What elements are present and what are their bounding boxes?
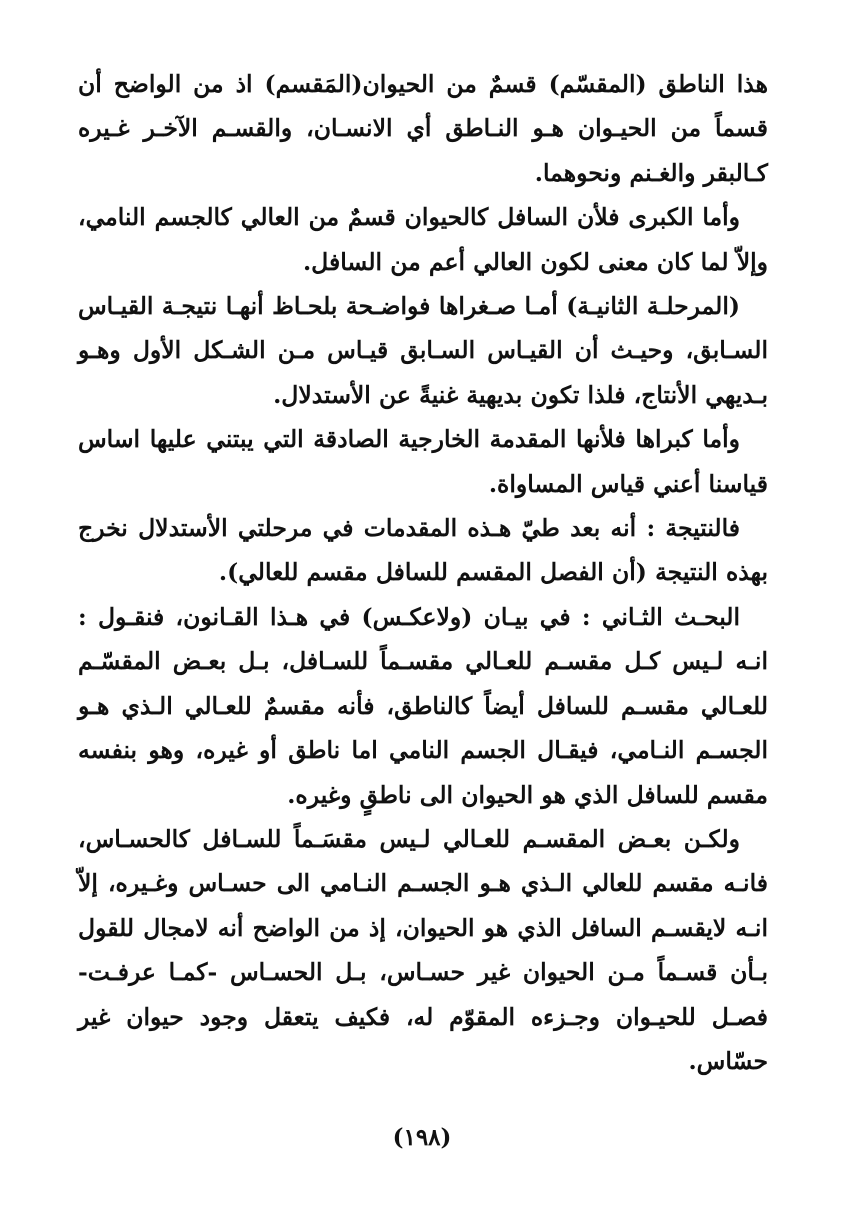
page-body [78,62,768,1083]
paragraph-1: هذا الناطق (المقسّم) قسمٌ من الحيوان(المَقسم) اذ من الواضح أن قسماً من الحيـوان هـو النـاطق أي الانسـان، والقسـم الآخـر غـيره كـالبقر والغـنم ونحوهما. [78,70,768,187]
paragraph-2: وأما الكبرى فلأن السافل كالحيوان قسمٌ من العالي كالجسم النامي، وإلاّ لما كان معنى لكون العالي أعم من السافل. [78,203,768,276]
paragraph-5: فالنتيجة : أنه بعد طيّ هـذه المقدمات في مرحلتي الأستدلال نخرج بهذه النتيجة (أن الفصل المقسم للسافل مقسم للعالي). [78,514,768,587]
paragraph-7: ولكـن بعـض المقسـم للعـالي لـيس مقسَـماً للسـافل كالحسـاس، فانـه مقسم للعالي الـذي هـو الجسـم النـامي الى حسـاس وغـيره، إلاّ انـه لايقسـم السافل الذي هو الحيوان، إذ من الواضح أنه لامجال للقول بـأن قسـماً مـن الحيوان غير حسـاس، بـل الحسـاس -كمـا عرفـت- فصـل للحيـوان وجـزءه المقوّم له، فكيف يتعقل وجود حيوان غير حسّاس. [78,824,768,1075]
paragraph-6: البحـث الثـاني : في بيـان (ولاعكـس) في هـذا القـانون، فنقـول : انـه لـيس كـل مقسـم للعـالي مقسـماً للسـافل، بـل بعـض المقسّـم للعـالي مقسـم للسافل أيضاً كالناطق، فأنه مقسمٌ للعـالي الـذي هـو الجسـم النـامي، فيقـال الجسم النامي اما ناطق أو غيره، وهو بنفسه مقسم للسافل الذي هو الحيوان الى ناطقٍ وغيره. [78,602,768,809]
paragraph-4: وأما كبراها فلأنها المقدمة الخارجية الصادقة التي يبتني عليها اساس قياسنا أعني قياس المساواة. [78,425,768,498]
page-number: (١٩٨) [392,1124,452,1151]
paragraph-3: (المرحلـة الثانيـة) أمـا صـغراها فواضـحة بلحـاظ أنهـا نتيجـة القيـاس السـابق، وحيـث أن القيـاس السـابق قيـاس مـن الشـكل الأول وهـو بـديهي الأنتاج، فلذا تكون بديهية غنيةً عن الأستدلال. [78,292,768,409]
